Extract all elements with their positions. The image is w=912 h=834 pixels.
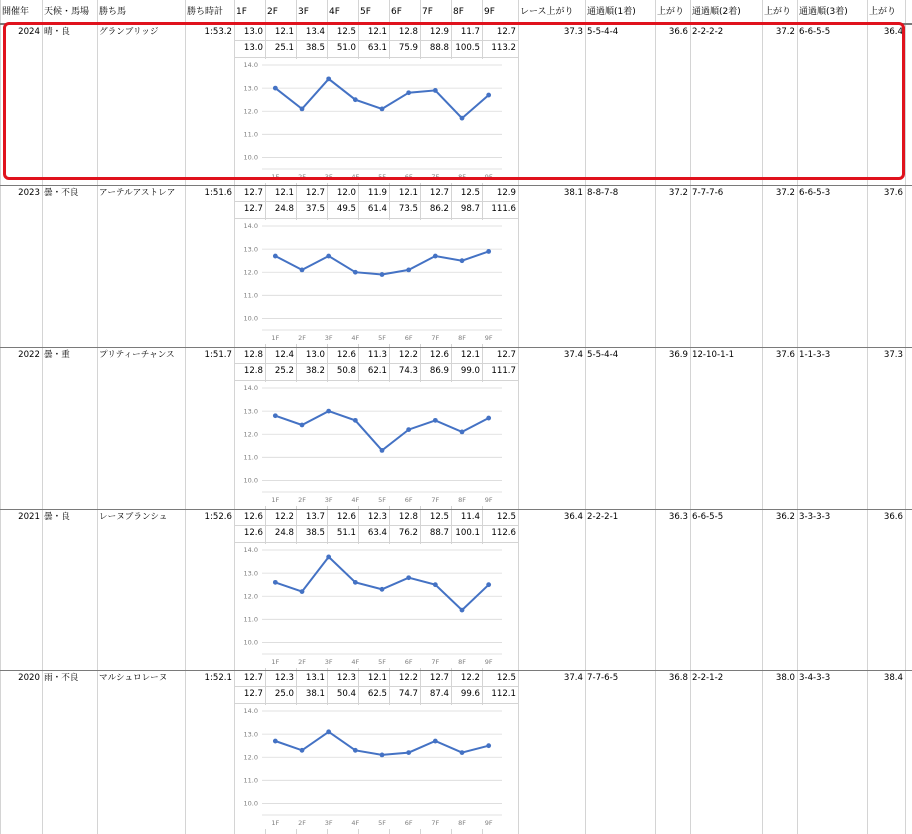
x-tick-label: 8F bbox=[458, 496, 466, 504]
y-tick-label: 12.0 bbox=[243, 107, 258, 116]
winner-cell[interactable]: マルシュロレーヌ bbox=[99, 673, 168, 683]
lap-time-cell[interactable]: 12.7 bbox=[429, 188, 449, 198]
cumulative-time-cell[interactable]: 13.0 bbox=[243, 43, 263, 53]
lap-data-point bbox=[380, 753, 385, 758]
lap-time-cell[interactable]: 12.2 bbox=[274, 512, 294, 522]
cumulative-time-cell[interactable]: 100.1 bbox=[455, 528, 480, 538]
passing-order-cell[interactable]: 5-5-4-4 bbox=[587, 27, 619, 37]
y-tick-label: 10.0 bbox=[243, 153, 258, 162]
last-3f-cell[interactable]: 38.4 bbox=[883, 673, 903, 683]
row-gridline bbox=[234, 380, 518, 381]
lap-chart-svg bbox=[236, 382, 516, 506]
lap-data-point bbox=[460, 258, 465, 263]
x-tick-label: 3F bbox=[324, 173, 333, 181]
cumulative-time-cell[interactable]: 12.7 bbox=[243, 689, 263, 699]
lap-data-point bbox=[300, 589, 305, 594]
lap-data-point bbox=[380, 448, 385, 453]
cumulative-time-cell[interactable]: 73.5 bbox=[398, 204, 418, 214]
cumulative-time-cell[interactable]: 62.1 bbox=[367, 366, 387, 376]
column-gridline bbox=[905, 0, 906, 834]
x-tick-label: 7F bbox=[431, 658, 440, 666]
lap-time-cell[interactable]: 12.4 bbox=[274, 350, 294, 360]
x-tick-label: 1F bbox=[271, 496, 280, 504]
winner-cell[interactable]: レーヌブランシュ bbox=[99, 512, 168, 522]
cumulative-time-cell[interactable]: 111.6 bbox=[491, 204, 516, 214]
condition-cell[interactable]: 雨・不良 bbox=[44, 673, 79, 683]
cumulative-time-cell[interactable]: 38.1 bbox=[305, 689, 325, 699]
time-cell[interactable]: 1:51.7 bbox=[204, 350, 232, 360]
passing-order-cell[interactable]: 8-8-7-8 bbox=[587, 188, 619, 198]
lap-time-cell[interactable]: 12.3 bbox=[367, 512, 387, 522]
last-3f-cell[interactable]: 37.4 bbox=[563, 350, 583, 360]
lap-time-cell[interactable]: 13.1 bbox=[305, 673, 325, 683]
x-tick-label: 1F bbox=[271, 819, 280, 827]
lap-data-point bbox=[433, 254, 438, 259]
cumulative-time-cell[interactable]: 51.1 bbox=[336, 528, 356, 538]
cumulative-time-cell[interactable]: 88.7 bbox=[429, 528, 449, 538]
cumulative-time-cell[interactable]: 99.6 bbox=[460, 689, 480, 699]
lap-time-cell[interactable]: 12.5 bbox=[429, 512, 449, 522]
y-tick-label: 11.0 bbox=[243, 291, 258, 300]
x-tick-label: 4F bbox=[351, 496, 360, 504]
y-tick-label: 14.0 bbox=[243, 384, 258, 393]
x-tick-label: 7F bbox=[431, 496, 440, 504]
x-tick-label: 7F bbox=[431, 334, 440, 342]
passing-order-cell[interactable]: 3-4-3-3 bbox=[799, 673, 831, 683]
y-tick-label: 12.0 bbox=[243, 430, 258, 439]
passing-order-cell[interactable]: 12-10-1-1 bbox=[692, 350, 735, 360]
header-cell[interactable]: 7F bbox=[422, 7, 433, 17]
lap-time-cell[interactable]: 12.7 bbox=[496, 350, 516, 360]
y-tick-label: 10.0 bbox=[243, 314, 258, 323]
lap-time-cell[interactable]: 12.0 bbox=[336, 188, 356, 198]
lap-chart-svg bbox=[236, 220, 516, 344]
condition-cell[interactable]: 晴・良 bbox=[44, 27, 70, 37]
y-tick-label: 13.0 bbox=[243, 245, 258, 254]
passing-order-cell[interactable]: 3-3-3-3 bbox=[799, 512, 831, 522]
header-cell[interactable]: 6F bbox=[391, 7, 402, 17]
cumulative-time-cell[interactable]: 50.8 bbox=[336, 366, 356, 376]
lap-time-cell[interactable]: 12.9 bbox=[496, 188, 516, 198]
x-tick-label: 8F bbox=[458, 819, 466, 827]
last-3f-cell[interactable]: 36.9 bbox=[668, 350, 688, 360]
lap-time-cell[interactable]: 12.1 bbox=[274, 188, 294, 198]
lap-data-point bbox=[353, 418, 358, 423]
y-tick-label: 14.0 bbox=[243, 707, 258, 716]
x-tick-label: 3F bbox=[324, 819, 333, 827]
x-tick-label: 1F bbox=[271, 334, 280, 342]
x-tick-label: 2F bbox=[298, 496, 306, 504]
lap-data-point bbox=[273, 413, 278, 418]
cumulative-time-cell[interactable]: 25.1 bbox=[274, 43, 294, 53]
last-3f-cell[interactable]: 37.4 bbox=[563, 673, 583, 683]
header-cell[interactable]: 通過順(3着) bbox=[799, 7, 848, 17]
lap-data-point bbox=[273, 739, 278, 744]
y-tick-label: 12.0 bbox=[243, 268, 258, 277]
cumulative-time-cell[interactable]: 76.2 bbox=[398, 528, 418, 538]
cumulative-time-cell[interactable]: 12.7 bbox=[243, 204, 263, 214]
y-tick-label: 11.0 bbox=[243, 130, 258, 139]
time-cell[interactable]: 1:52.6 bbox=[204, 512, 232, 522]
cumulative-time-cell[interactable]: 38.5 bbox=[305, 43, 325, 53]
y-tick-label: 13.0 bbox=[243, 569, 258, 578]
y-tick-label: 13.0 bbox=[243, 84, 258, 93]
last-3f-cell[interactable]: 37.2 bbox=[668, 188, 688, 198]
time-cell[interactable]: 1:51.6 bbox=[204, 188, 232, 198]
header-cell[interactable]: 通過順(2着) bbox=[692, 7, 741, 17]
lap-time-cell[interactable]: 12.5 bbox=[460, 188, 480, 198]
year-cell[interactable]: 2022 bbox=[18, 350, 40, 360]
x-tick-label: 6F bbox=[404, 496, 413, 504]
lap-data-point bbox=[486, 416, 491, 421]
cumulative-time-cell[interactable]: 86.2 bbox=[429, 204, 449, 214]
x-tick-label: 2F bbox=[298, 819, 306, 827]
header-cell[interactable]: レース上がり bbox=[520, 7, 574, 17]
highlight-box bbox=[3, 22, 905, 180]
x-tick-label: 7F bbox=[431, 173, 440, 181]
lap-time-cell[interactable]: 12.3 bbox=[336, 673, 356, 683]
lap-chart bbox=[236, 544, 516, 668]
lap-chart bbox=[236, 220, 516, 344]
x-tick-label: 8F bbox=[458, 658, 466, 666]
last-3f-cell[interactable]: 37.3 bbox=[563, 27, 583, 37]
lap-data-point bbox=[353, 270, 358, 275]
cumulative-time-cell[interactable]: 113.2 bbox=[491, 43, 516, 53]
cumulative-time-cell[interactable]: 112.6 bbox=[491, 528, 516, 538]
y-tick-label: 14.0 bbox=[243, 546, 258, 555]
x-tick-label: 9F bbox=[484, 496, 493, 504]
row-gridline bbox=[234, 542, 518, 543]
passing-order-cell[interactable]: 6-6-5-5 bbox=[799, 27, 831, 37]
lap-time-cell[interactable]: 12.7 bbox=[496, 27, 516, 37]
lap-time-cell[interactable]: 11.7 bbox=[460, 27, 480, 37]
header-cell[interactable]: 上がり bbox=[764, 7, 792, 17]
lap-chart-svg bbox=[236, 544, 516, 668]
passing-order-cell[interactable]: 5-5-4-4 bbox=[587, 350, 619, 360]
lap-data-point bbox=[460, 608, 465, 613]
cumulative-time-cell[interactable]: 98.7 bbox=[460, 204, 480, 214]
x-tick-label: 1F bbox=[271, 173, 280, 181]
x-tick-label: 3F bbox=[324, 658, 333, 666]
lap-data-point bbox=[353, 580, 358, 585]
last-3f-cell[interactable]: 36.3 bbox=[668, 512, 688, 522]
lap-series-line bbox=[275, 732, 488, 755]
lap-data-point bbox=[486, 582, 491, 587]
lap-chart bbox=[236, 705, 516, 829]
header-cell[interactable]: 上がり bbox=[869, 7, 897, 17]
passing-order-cell[interactable]: 7-7-7-6 bbox=[692, 188, 724, 198]
header-cell[interactable]: 開催年 bbox=[2, 7, 30, 17]
last-3f-cell[interactable]: 36.4 bbox=[883, 27, 903, 37]
lap-data-point bbox=[406, 750, 411, 755]
x-tick-label: 3F bbox=[324, 496, 333, 504]
cumulative-time-cell[interactable]: 100.5 bbox=[455, 43, 480, 53]
lap-time-cell[interactable]: 12.7 bbox=[243, 673, 263, 683]
lap-time-cell[interactable]: 12.1 bbox=[367, 673, 387, 683]
x-tick-label: 2F bbox=[298, 173, 306, 181]
cumulative-time-cell[interactable]: 38.2 bbox=[305, 366, 325, 376]
lap-time-cell[interactable]: 12.2 bbox=[460, 673, 480, 683]
y-tick-label: 10.0 bbox=[243, 638, 258, 647]
row-gridline bbox=[234, 703, 518, 704]
header-cell[interactable]: 4F bbox=[329, 7, 340, 17]
lap-data-point bbox=[300, 748, 305, 753]
last-3f-cell[interactable]: 37.6 bbox=[883, 188, 903, 198]
lap-data-point bbox=[353, 748, 358, 753]
condition-cell[interactable]: 曇・不良 bbox=[44, 188, 79, 198]
cumulative-time-cell[interactable]: 111.7 bbox=[491, 366, 516, 376]
y-tick-label: 13.0 bbox=[243, 407, 258, 416]
lap-data-point bbox=[326, 555, 331, 560]
lap-time-cell[interactable]: 12.7 bbox=[305, 188, 325, 198]
last-3f-cell[interactable]: 36.4 bbox=[563, 512, 583, 522]
lap-time-cell[interactable]: 12.1 bbox=[398, 188, 418, 198]
cumulative-time-cell[interactable]: 38.5 bbox=[305, 528, 325, 538]
last-3f-cell[interactable]: 36.2 bbox=[775, 512, 795, 522]
cumulative-time-cell[interactable]: 49.5 bbox=[336, 204, 356, 214]
row-gridline bbox=[234, 218, 518, 219]
last-3f-cell[interactable]: 37.2 bbox=[775, 188, 795, 198]
lap-time-cell[interactable]: 11.4 bbox=[460, 512, 480, 522]
x-tick-label: 6F bbox=[404, 819, 413, 827]
header-cell[interactable]: 天候・馬場 bbox=[44, 7, 90, 17]
lap-time-cell[interactable]: 13.0 bbox=[305, 350, 325, 360]
lap-data-point bbox=[486, 743, 491, 748]
x-tick-label: 8F bbox=[458, 334, 466, 342]
header-cell[interactable]: 3F bbox=[298, 7, 309, 17]
x-tick-label: 6F bbox=[404, 173, 413, 181]
cumulative-time-cell[interactable]: 86.9 bbox=[429, 366, 449, 376]
time-cell[interactable]: 1:53.2 bbox=[204, 27, 232, 37]
winner-cell[interactable]: グランブリッジ bbox=[99, 27, 159, 37]
cumulative-time-cell[interactable]: 63.4 bbox=[367, 528, 387, 538]
lap-data-point bbox=[406, 427, 411, 432]
condition-cell[interactable]: 曇・良 bbox=[44, 512, 70, 522]
cumulative-time-cell[interactable]: 62.5 bbox=[367, 689, 387, 699]
column-gridline bbox=[0, 0, 1, 834]
x-tick-label: 4F bbox=[351, 819, 360, 827]
cumulative-time-cell[interactable]: 24.8 bbox=[274, 528, 294, 538]
passing-order-cell[interactable]: 6-6-5-5 bbox=[692, 512, 724, 522]
lap-data-point bbox=[300, 423, 305, 428]
cumulative-time-cell[interactable]: 99.0 bbox=[460, 366, 480, 376]
lap-data-point bbox=[433, 418, 438, 423]
lap-data-point bbox=[380, 272, 385, 277]
winner-cell[interactable]: アーテルアストレア bbox=[99, 188, 176, 198]
lap-time-cell[interactable]: 13.0 bbox=[243, 27, 263, 37]
cumulative-time-cell[interactable]: 25.0 bbox=[274, 689, 294, 699]
x-tick-label: 2F bbox=[298, 658, 306, 666]
x-tick-label: 2F bbox=[298, 334, 306, 342]
lap-time-cell[interactable]: 12.6 bbox=[243, 512, 263, 522]
passing-order-cell[interactable]: 1-1-3-3 bbox=[799, 350, 831, 360]
passing-order-cell[interactable]: 2-2-2-2 bbox=[692, 27, 724, 37]
y-tick-label: 10.0 bbox=[243, 476, 258, 485]
x-tick-label: 9F bbox=[484, 658, 493, 666]
x-tick-label: 9F bbox=[484, 819, 493, 827]
x-tick-label: 5F bbox=[378, 819, 386, 827]
time-cell[interactable]: 1:52.1 bbox=[204, 673, 232, 683]
year-cell[interactable]: 2020 bbox=[18, 673, 40, 683]
lap-time-cell[interactable]: 12.8 bbox=[398, 27, 418, 37]
x-tick-label: 5F bbox=[378, 173, 386, 181]
x-tick-label: 5F bbox=[378, 496, 386, 504]
x-tick-label: 7F bbox=[431, 819, 440, 827]
lap-data-point bbox=[326, 729, 331, 734]
y-tick-label: 11.0 bbox=[243, 776, 258, 785]
x-tick-label: 4F bbox=[351, 334, 360, 342]
cumulative-time-cell[interactable]: 75.9 bbox=[398, 43, 418, 53]
x-tick-label: 4F bbox=[351, 658, 360, 666]
winner-cell[interactable]: プリティーチャンス bbox=[99, 350, 175, 360]
y-tick-label: 11.0 bbox=[243, 615, 258, 624]
y-tick-label: 12.0 bbox=[243, 592, 258, 601]
passing-order-cell[interactable]: 7-7-6-5 bbox=[587, 673, 619, 683]
passing-order-cell[interactable]: 2-2-2-1 bbox=[587, 512, 619, 522]
last-3f-cell[interactable]: 38.1 bbox=[563, 188, 583, 198]
lap-data-point bbox=[433, 739, 438, 744]
lap-time-cell[interactable]: 13.7 bbox=[305, 512, 325, 522]
x-tick-label: 9F bbox=[484, 334, 493, 342]
x-tick-label: 9F bbox=[484, 173, 493, 181]
lap-data-point bbox=[273, 580, 278, 585]
lap-series-line bbox=[275, 557, 488, 610]
x-tick-label: 6F bbox=[404, 334, 413, 342]
lap-time-cell[interactable]: 12.6 bbox=[336, 512, 356, 522]
lap-time-cell[interactable]: 12.8 bbox=[398, 512, 418, 522]
header-cell[interactable]: 上がり bbox=[657, 7, 685, 17]
lap-time-cell[interactable]: 12.7 bbox=[243, 188, 263, 198]
x-tick-label: 6F bbox=[404, 658, 413, 666]
cumulative-time-cell[interactable]: 12.6 bbox=[243, 528, 263, 538]
lap-series-line bbox=[275, 251, 488, 274]
lap-data-point bbox=[273, 254, 278, 259]
header-cell[interactable]: 2F bbox=[267, 7, 278, 17]
cumulative-time-cell[interactable]: 88.8 bbox=[429, 43, 449, 53]
lap-time-cell[interactable]: 12.3 bbox=[274, 673, 294, 683]
lap-data-point bbox=[460, 750, 465, 755]
lap-data-point bbox=[460, 430, 465, 435]
lap-time-cell[interactable]: 12.2 bbox=[398, 350, 418, 360]
lap-time-cell[interactable]: 12.5 bbox=[496, 512, 516, 522]
lap-data-point bbox=[433, 582, 438, 587]
lap-data-point bbox=[406, 268, 411, 273]
passing-order-cell[interactable]: 6-6-5-3 bbox=[799, 188, 831, 198]
cumulative-time-cell[interactable]: 51.0 bbox=[336, 43, 356, 53]
lap-time-cell[interactable]: 12.1 bbox=[460, 350, 480, 360]
x-tick-label: 4F bbox=[351, 173, 360, 181]
last-3f-cell[interactable]: 36.8 bbox=[668, 673, 688, 683]
lap-data-point bbox=[326, 409, 331, 414]
lap-series-line bbox=[275, 411, 488, 450]
y-tick-label: 13.0 bbox=[243, 730, 258, 739]
lap-chart-svg bbox=[236, 705, 516, 829]
lap-time-cell[interactable]: 11.9 bbox=[367, 188, 387, 198]
y-tick-label: 14.0 bbox=[243, 222, 258, 231]
x-tick-label: 1F bbox=[271, 658, 280, 666]
y-tick-label: 10.0 bbox=[243, 799, 258, 808]
lap-time-cell[interactable]: 12.8 bbox=[243, 350, 263, 360]
passing-order-cell[interactable]: 2-2-1-2 bbox=[692, 673, 724, 683]
last-3f-cell[interactable]: 36.6 bbox=[883, 512, 903, 522]
header-cell[interactable]: 5F bbox=[360, 7, 371, 17]
lap-time-cell[interactable]: 12.6 bbox=[429, 350, 449, 360]
lap-data-point bbox=[406, 575, 411, 580]
lap-time-cell[interactable]: 12.9 bbox=[429, 27, 449, 37]
lap-time-cell[interactable]: 11.3 bbox=[367, 350, 387, 360]
last-3f-cell[interactable]: 37.2 bbox=[775, 27, 795, 37]
x-tick-label: 5F bbox=[378, 334, 386, 342]
cumulative-time-cell[interactable]: 37.5 bbox=[305, 204, 325, 214]
lap-time-cell[interactable]: 12.2 bbox=[398, 673, 418, 683]
lap-data-point bbox=[380, 587, 385, 592]
header-cell[interactable]: 8F bbox=[453, 7, 464, 17]
year-cell[interactable]: 2021 bbox=[18, 512, 40, 522]
cumulative-time-cell[interactable]: 25.2 bbox=[274, 366, 294, 376]
lap-data-point bbox=[486, 249, 491, 254]
x-tick-label: 8F bbox=[458, 173, 466, 181]
lap-chart bbox=[236, 382, 516, 506]
lap-time-cell[interactable]: 12.5 bbox=[496, 673, 516, 683]
lap-data-point bbox=[326, 254, 331, 259]
cumulative-time-cell[interactable]: 112.1 bbox=[491, 689, 516, 699]
lap-time-cell[interactable]: 12.1 bbox=[274, 27, 294, 37]
cumulative-time-cell[interactable]: 61.4 bbox=[367, 204, 387, 214]
year-cell[interactable]: 2024 bbox=[18, 27, 40, 37]
cumulative-time-cell[interactable]: 74.3 bbox=[398, 366, 418, 376]
y-tick-label: 14.0 bbox=[243, 61, 258, 70]
lap-time-cell[interactable]: 13.4 bbox=[305, 27, 325, 37]
x-tick-label: 5F bbox=[378, 658, 386, 666]
cumulative-time-cell[interactable]: 12.8 bbox=[243, 366, 263, 376]
last-3f-cell[interactable]: 36.6 bbox=[668, 27, 688, 37]
condition-cell[interactable]: 曇・重 bbox=[44, 350, 70, 360]
lap-time-cell[interactable]: 12.6 bbox=[336, 350, 356, 360]
lap-time-cell[interactable]: 12.1 bbox=[367, 27, 387, 37]
x-tick-label: 3F bbox=[324, 334, 333, 342]
y-tick-label: 12.0 bbox=[243, 753, 258, 762]
last-3f-cell[interactable]: 37.3 bbox=[883, 350, 903, 360]
lap-data-point bbox=[300, 268, 305, 273]
cumulative-time-cell[interactable]: 50.4 bbox=[336, 689, 356, 699]
cumulative-time-cell[interactable]: 24.8 bbox=[274, 204, 294, 214]
y-tick-label: 11.0 bbox=[243, 453, 258, 462]
header-cell[interactable]: 1F bbox=[236, 7, 247, 17]
lap-time-cell[interactable]: 12.7 bbox=[429, 673, 449, 683]
cumulative-time-cell[interactable]: 74.7 bbox=[398, 689, 418, 699]
lap-time-cell[interactable]: 12.5 bbox=[336, 27, 356, 37]
header-cell[interactable]: 勝ち馬 bbox=[99, 7, 127, 17]
last-3f-cell[interactable]: 37.6 bbox=[775, 350, 795, 360]
last-3f-cell[interactable]: 38.0 bbox=[775, 673, 795, 683]
header-cell[interactable]: 9F bbox=[484, 7, 495, 17]
header-cell[interactable]: 通過順(1着) bbox=[587, 7, 636, 17]
year-cell[interactable]: 2023 bbox=[18, 188, 40, 198]
header-cell[interactable]: 勝ち時計 bbox=[187, 7, 224, 17]
cumulative-time-cell[interactable]: 63.1 bbox=[367, 43, 387, 53]
cumulative-time-cell[interactable]: 87.4 bbox=[429, 689, 449, 699]
